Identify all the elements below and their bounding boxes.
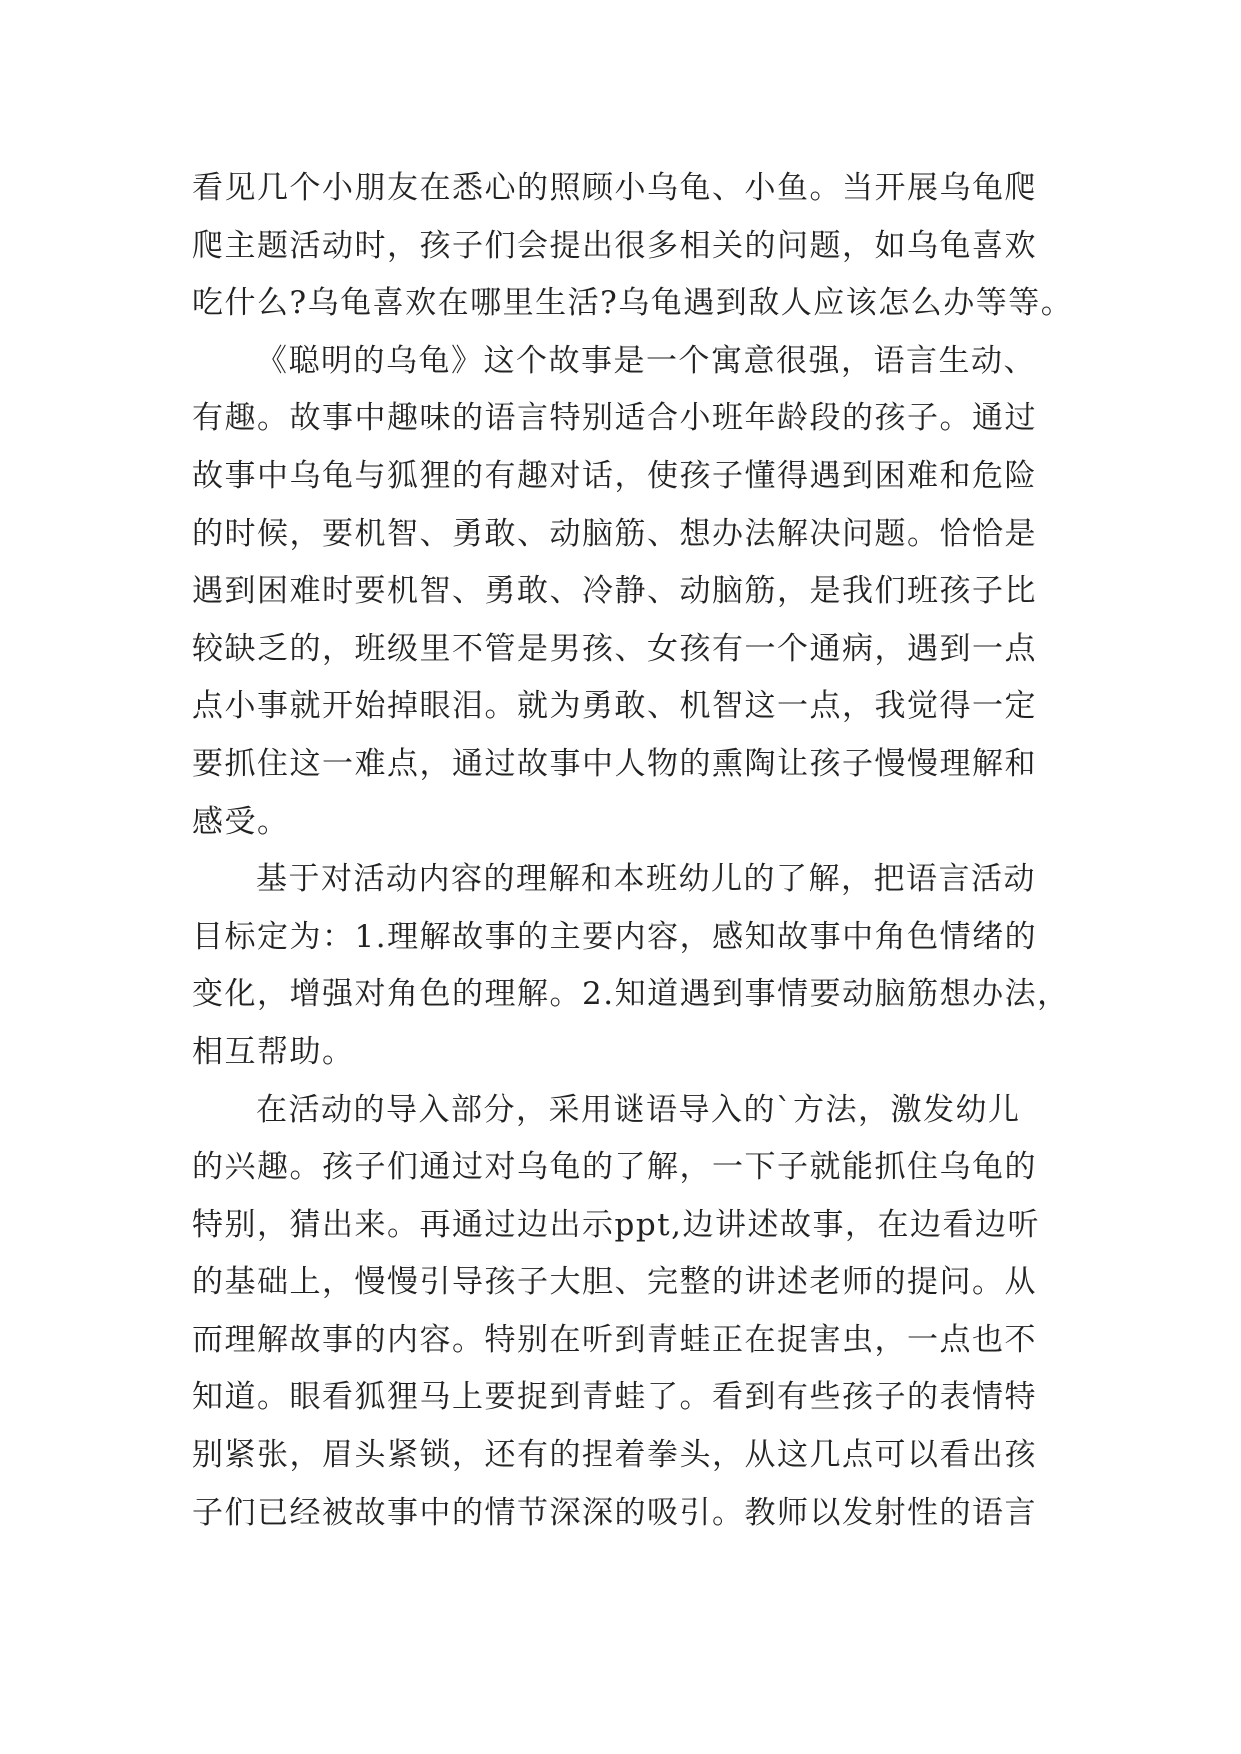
text-line: 而理解故事的内容。特别在听到青蛙正在捉害虫，一点也不 (192, 1321, 1037, 1358)
text-line: 相互帮助。 (192, 1033, 355, 1070)
text-line: 故事中乌龟与狐狸的有趣对话，使孩子懂得遇到困难和危险 (192, 457, 1037, 494)
text-line: 看见几个小朋友在悉心的照顾小乌龟、小鱼。当开展乌龟爬 (192, 170, 1037, 206)
text-line: 的时候，要机智、勇敢、动脑筋、想办法解决问题。恰恰是 (192, 515, 1037, 552)
text-line: 较缺乏的，班级里不管是男孩、女孩有一个通病，遇到一点 (192, 630, 1037, 667)
text-line: 目标定为：1.理解故事的主要内容，感知故事中角色情绪的 (192, 918, 1038, 955)
text-line: 点小事就开始掉眼泪。就为勇敢、机智这一点，我觉得一定 (192, 688, 1037, 725)
text-line: 特别，猜出来。再通过边出示ppt,边讲述故事，在边看边听 (192, 1206, 1040, 1243)
paragraph-3 (192, 851, 1070, 1081)
paragraph-4 (192, 1082, 1052, 1543)
text-line: 知道。眼看狐狸马上要捉到青蛙了。看到有些孩子的表情特 (192, 1379, 1037, 1416)
text-line: 爬主题活动时，孩子们会提出很多相关的问题，如乌龟喜欢 (192, 227, 1037, 264)
text-line: 基于对活动内容的理解和本班幼儿的了解，把语言活动 (256, 861, 1036, 898)
text-line: 遇到困难时要机智、勇敢、冷静、动脑筋，是我们班孩子比 (192, 573, 1037, 610)
text-line: 要抓住这一难点，通过故事中人物的熏陶让孩子慢慢理解和 (192, 745, 1037, 782)
text-line: 感受。 (192, 803, 290, 840)
text-line: 别紧张，眉头紧锁，还有的捏着拳头，从这几点可以看出孩 (192, 1437, 1037, 1474)
text-line: 子们已经被故事中的情节深深的吸引。教师以发射性的语言 (192, 1494, 1037, 1531)
text-line: 的兴趣。孩子们通过对乌龟的了解，一下子就能抓住乌龟的 (192, 1149, 1037, 1186)
text-line: 有趣。故事中趣味的语言特别适合小班年龄段的孩子。通过 (192, 400, 1037, 437)
paragraph-2 (192, 333, 1052, 851)
text-line: 在活动的导入部分，采用谜语导入的`方法，激发幼儿 (256, 1091, 1021, 1128)
text-line: 变化，增强对角色的理解。2.知道遇到事情要动脑筋想办法， (192, 976, 1070, 1013)
text-line: 的基础上，慢慢引导孩子大胆、完整的讲述老师的提问。从 (192, 1264, 1037, 1301)
text-line: 吃什么?乌龟喜欢在哪里生活?乌龟遇到敌人应该怎么办等等。 (192, 285, 1074, 322)
text-line: 《聪明的乌龟》这个故事是一个寓意很强，语言生动、 (256, 342, 1036, 379)
body-text (192, 160, 1074, 1542)
paragraph-1 (192, 160, 1074, 333)
